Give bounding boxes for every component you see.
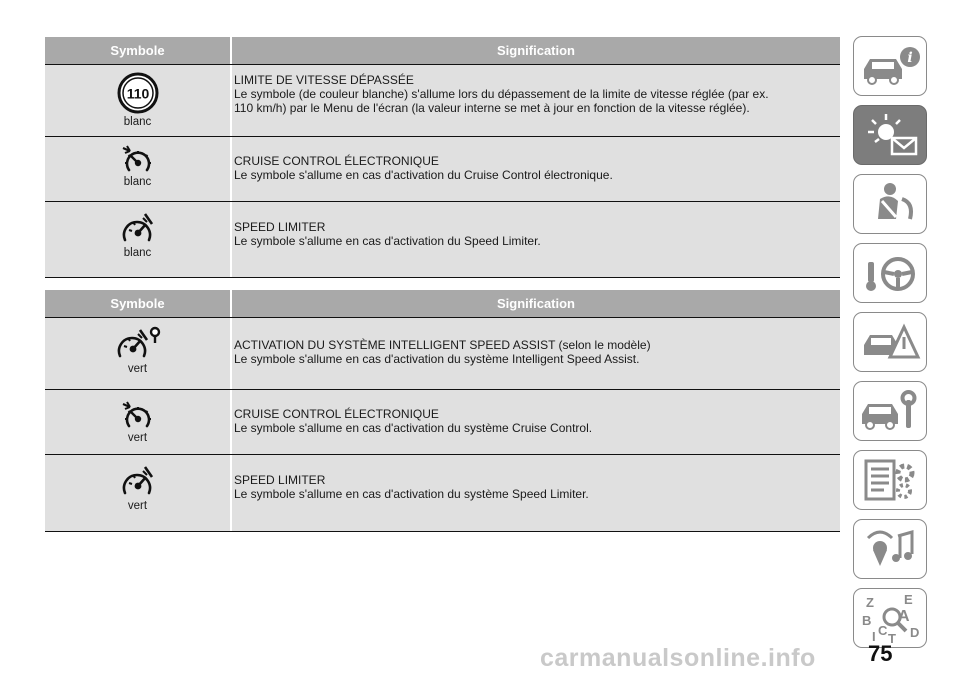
- car-maintenance-icon: [858, 386, 922, 436]
- cruise-control-icon: [120, 399, 156, 431]
- header-meaning: Signification: [232, 290, 840, 317]
- meaning-title: ACTIVATION DU SYSTÈME INTELLIGENT SPEED ASSIST (selon le modèle): [234, 338, 651, 352]
- meaning-title: LIMITE DE VITESSE DÉPASSÉE: [234, 73, 414, 87]
- car-info-icon: [858, 43, 922, 89]
- tab-technical-data[interactable]: [853, 450, 927, 510]
- symbol-color-label: blanc: [123, 116, 152, 128]
- tab-car-info[interactable]: [853, 36, 927, 96]
- watermark: carmanualsonline.info: [540, 644, 816, 672]
- symbol-cell: [45, 202, 230, 277]
- header-symbol: Symbole: [45, 290, 230, 317]
- page-number: 75: [868, 641, 893, 666]
- speed-limit-110-icon: [116, 71, 160, 115]
- meaning-title: CRUISE CONTROL ÉLECTRONIQUE: [234, 154, 439, 168]
- symbol-cell: [45, 455, 230, 531]
- car-breakdown-icon: [858, 317, 922, 367]
- alphabetical-index-icon: [858, 591, 922, 645]
- speed-limiter-icon: [119, 463, 157, 499]
- tab-warning-lights[interactable]: [853, 105, 927, 165]
- symbol-table-white: [45, 37, 840, 278]
- tab-emergency[interactable]: [853, 312, 927, 372]
- table-row: [45, 136, 840, 201]
- meaning-title: SPEED LIMITER: [234, 473, 326, 487]
- multimedia-icon: [858, 524, 922, 574]
- svg-text:D: D: [910, 625, 920, 640]
- table-header: [45, 290, 840, 317]
- meaning-text-line: Le symbole (de couleur blanche) s'allume lors du dépassement de la limite de vitesse réglée (par ex.: [234, 87, 769, 101]
- header-symbol: Symbole: [45, 37, 230, 64]
- svg-text:I: I: [872, 629, 876, 644]
- svg-text:i: i: [907, 50, 913, 66]
- meaning-cell: [232, 137, 840, 201]
- table-header: [45, 37, 840, 64]
- tab-maintenance[interactable]: [853, 381, 927, 441]
- cruise-control-icon: [120, 143, 156, 175]
- meaning-cell: [232, 390, 840, 454]
- symbol-color-label: blanc: [123, 247, 152, 259]
- symbol-table-green: [45, 290, 840, 532]
- symbol-color-label: vert: [127, 432, 148, 444]
- table-row: [45, 64, 840, 136]
- svg-text:C: C: [878, 623, 888, 638]
- meaning-title: CRUISE CONTROL ÉLECTRONIQUE: [234, 407, 439, 421]
- svg-text:T: T: [888, 631, 896, 645]
- symbol-color-label: vert: [127, 500, 148, 512]
- header-meaning: Signification: [232, 37, 840, 64]
- seat-safety-icon: [858, 179, 922, 229]
- svg-text:B: B: [862, 613, 872, 628]
- technical-data-icon: [858, 455, 922, 505]
- meaning-text-line: 110 km/h) par le Menu de l'écran (la valeur interne se met à jour en fonction de la vitesse réglée).: [234, 101, 750, 115]
- svg-text:Z: Z: [866, 595, 874, 610]
- symbol-cell: [45, 390, 230, 454]
- meaning-title: SPEED LIMITER: [234, 220, 326, 234]
- chapter-tabs: [853, 36, 927, 657]
- meaning-cell: [232, 455, 840, 531]
- tab-index[interactable]: [853, 588, 927, 648]
- symbol-cell: [45, 318, 230, 389]
- speed-limit-value: 110: [126, 85, 149, 102]
- svg-text:E: E: [904, 592, 913, 607]
- intelligent-speed-assist-icon: [114, 324, 162, 362]
- meaning-cell: [232, 318, 840, 389]
- warning-light-message-icon: [858, 110, 922, 160]
- tab-starting-driving[interactable]: [853, 243, 927, 303]
- speed-limiter-icon: [119, 210, 157, 246]
- table-row: [45, 201, 840, 278]
- symbol-color-label: blanc: [123, 176, 152, 188]
- svg-text:A: A: [898, 608, 910, 625]
- meaning-cell: [232, 202, 840, 277]
- meaning-cell: [232, 65, 840, 136]
- meaning-text-line: Le symbole s'allume en cas d'activation du Speed Limiter.: [234, 234, 541, 248]
- table-row: [45, 317, 840, 389]
- symbol-cell: [45, 65, 230, 136]
- tab-safety[interactable]: [853, 174, 927, 234]
- meaning-text-line: Le symbole s'allume en cas d'activation du système Cruise Control.: [234, 421, 593, 435]
- key-steering-wheel-icon: [858, 248, 922, 298]
- meaning-text-line: Le symbole s'allume en cas d'activation du système Speed Limiter.: [234, 487, 589, 501]
- meaning-text-line: Le symbole s'allume en cas d'activation du système Intelligent Speed Assist.: [234, 352, 640, 366]
- table-row: [45, 389, 840, 454]
- tab-multimedia[interactable]: [853, 519, 927, 579]
- symbol-color-label: vert: [127, 363, 148, 375]
- meaning-text-line: Le symbole s'allume en cas d'activation du Cruise Control électronique.: [234, 168, 613, 182]
- symbol-cell: [45, 137, 230, 201]
- table-row: [45, 454, 840, 532]
